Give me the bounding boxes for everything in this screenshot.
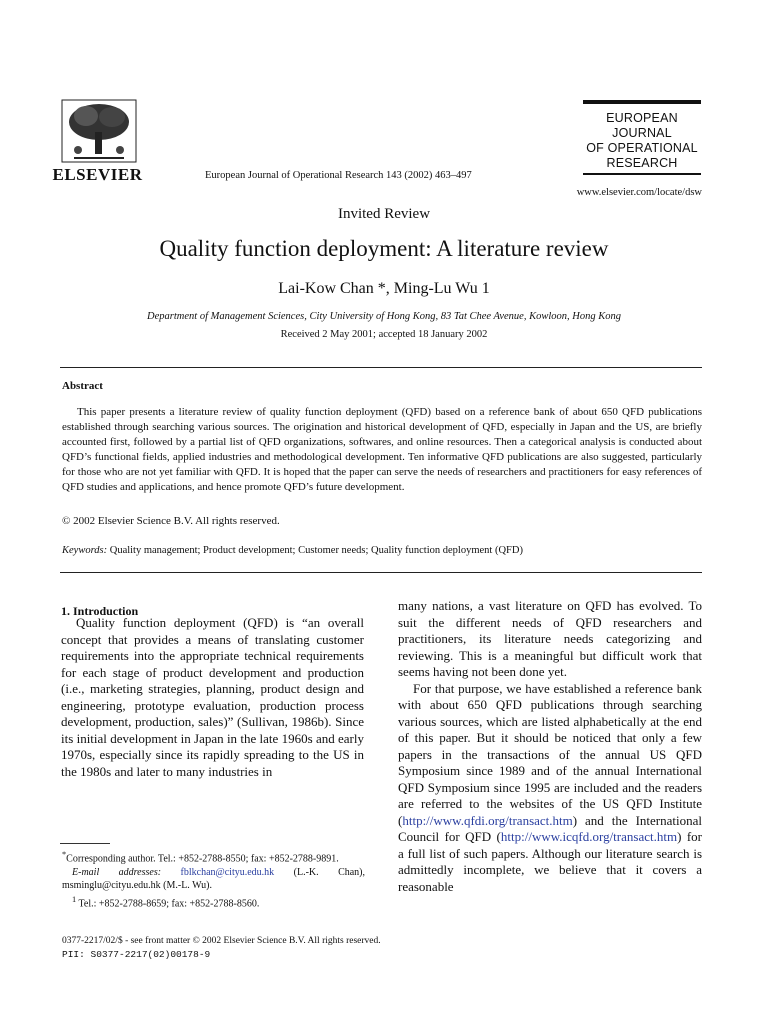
publisher-name: ELSEVIER (52, 165, 143, 184)
issn-line: 0377-2217/02/$ - see front matter © 2002 Elsevier Science B.V. All rights reserved. (62, 936, 381, 946)
divider (60, 572, 702, 573)
intro-left-column (61, 615, 364, 780)
footnote-corresponding (62, 848, 365, 866)
keywords-label: Keywords: (62, 545, 108, 556)
footnote-text: Corresponding author. Tel.: +852-2788-8550; fax: +852-2788-9891. (66, 853, 339, 865)
journal-title-block (582, 111, 702, 171)
author-affiliation: Department of Management Sciences, City University of Hong Kong, 83 Tat Chee Avenue, Kowloon, Hong Kong (147, 311, 621, 322)
journal-title-line: EUROPEAN (606, 111, 678, 125)
pii-line: PII: S0377-2217(02)00178-9 (62, 949, 211, 960)
article-title: Quality function deployment: A literature review (159, 236, 609, 261)
email-owner: (L.-K. Chan), (293, 866, 366, 878)
journal-title-line: JOURNAL (612, 126, 672, 140)
footnote-mark: * (62, 850, 67, 859)
abstract-paragraph: This paper presents a literature review of quality function deployment (QFD) based on a reference bank of about 650 QFD publications established through searching various sources. The origination and historical development of QFD, especially in Japan and the US, are briefly accounted first, followed by a partial list of QFD organizations, softwares, and online resources. Then a categorical analysis is conducted about QFD’s functional fields, applied industries and methodological development. Ten informative QFD publications are also suggested, particularly for those who are not yet familiar with QFD. It is hoped that the paper can serve the needs of researchers and practitioners for easy references of QFD studies and applications, and hence promote QFD’s future development. (62, 406, 702, 493)
front-matter (62, 934, 381, 962)
email-label: E-mail addresses: (72, 866, 162, 878)
email-link-chan[interactable]: fblkchan@cityu.edu.hk (180, 866, 275, 878)
divider (60, 367, 702, 368)
journal-title-line: OF OPERATIONAL (586, 141, 698, 155)
journal-title-rule-bottom (583, 173, 701, 175)
intro-right-column (398, 598, 702, 895)
abstract-heading: Abstract (62, 380, 103, 392)
icqfd-transactions-link[interactable]: http://www.icqfd.org/transact.htm (500, 829, 678, 844)
article-authors: Lai-Kow Chan *, Ming-Lu Wu 1 (278, 280, 490, 297)
keywords (62, 545, 523, 556)
intro-paragraph-continued: many nations, a vast literature on QFD has evolved. To suit the different needs of QFD researchers and practitioners, its literature needs categorizing and reviewing. This is a meaningful but difficult work that seems having not been done yet. (398, 598, 702, 679)
intro-paragraph-1: Quality function deployment (QFD) is “an overall concept that provides a means of translating customer requirements into the appropriate technical requirements for each stage of product development and production (i.e., marketing strategies, planning, product design and engineering, prototype evaluation, production process development, production, sales)” (Sullivan, 1986b). Since its initial development in Japan in the late 1960s and early 1970s, especially since its rapidly spreading to the US in the 1980s and later to many industries in (61, 615, 364, 779)
footnote-1 (62, 893, 365, 911)
journal-title-line: RESEARCH (606, 156, 678, 170)
intro-p2-text-b: ) and the International Council for QFD ( (398, 812, 702, 844)
intro-p2-text-a: For that purpose, we have established a reference bank with about 650 QFD publications through searching various sources, which are listed alphabetically at the end of this paper. But it should be noticed that only a few papers in the transactions of the annual US QFD Symposium since 1989 and of the annual International QFD Symposium since 1995 are included and the readers are referred to the websites of the US QFD Institute ( (398, 680, 702, 828)
article-type: Invited Review (337, 206, 431, 222)
footnote-rule (60, 843, 110, 844)
section-heading: 1. Introduction (61, 604, 139, 618)
footnote-mark: 1 (72, 894, 77, 904)
email-wu: msminglu@cityu.edu.hk (M.-L. Wu). (62, 880, 212, 892)
footnotes (62, 848, 365, 911)
journal-url-link[interactable]: www.elsevier.com/locate/dsw (576, 187, 702, 198)
qfdi-transactions-link[interactable]: http://www.qfdi.org/transact.htm (402, 812, 573, 828)
keywords-text: Quality management; Product development; Customer needs; Quality function deployment (QFD) (109, 545, 523, 556)
intro-paragraph-2 (398, 681, 702, 896)
footnote-emails (62, 866, 365, 893)
abstract-copyright: © 2002 Elsevier Science B.V. All rights reserved. (62, 515, 280, 527)
intro-p2-text-c: ) for a full list of such papers. Although our literature search is admittedly incomplete, we believe that it covers a reasonable (398, 829, 702, 894)
journal-title-rule-top (583, 100, 701, 104)
received-dates: Received 2 May 2001; accepted 18 January 2002 (280, 329, 488, 340)
abstract-body (62, 405, 702, 495)
footnote-text: Tel.: +852-2788-8659; fax: +852-2788-8560. (78, 898, 260, 910)
journal-reference: European Journal of Operational Research 143 (2002) 463–497 (205, 170, 472, 181)
